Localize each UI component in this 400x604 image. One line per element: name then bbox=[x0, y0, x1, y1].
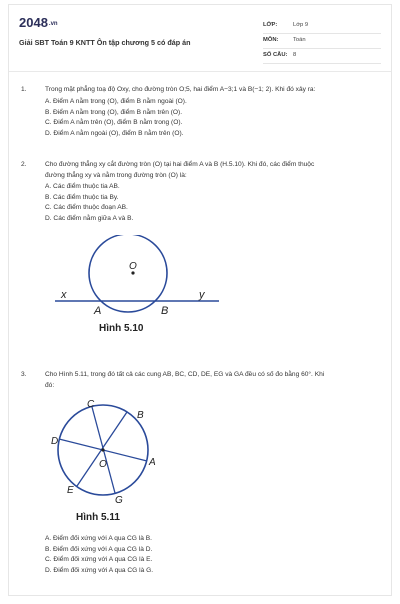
option-b[interactable]: B. Điểm A nằm trong (O), điểm B nằm trên (O). bbox=[45, 108, 183, 116]
figure-5-10 bbox=[49, 235, 229, 330]
brand-name: 2048 bbox=[19, 15, 48, 30]
figure-caption: Hình 5.10 bbox=[99, 323, 144, 334]
meta-row-subject bbox=[263, 34, 381, 49]
label-a: A bbox=[149, 457, 156, 468]
figure-5-11 bbox=[45, 395, 175, 510]
label-b: B bbox=[137, 410, 144, 421]
label-a: A bbox=[94, 305, 102, 317]
question-number: 1. bbox=[21, 86, 27, 93]
option-c[interactable]: C. Các điểm thuộc đoạn AB. bbox=[45, 204, 128, 211]
header-divider bbox=[9, 71, 391, 72]
question-stem-line-1: Cho đường thẳng xy cắt đường tròn (O) tại hai điểm A và B (H.5.10). Khi đó, các điểm thuộc bbox=[45, 161, 315, 168]
label-d: D bbox=[51, 436, 59, 447]
meta-label: LỚP: bbox=[263, 22, 278, 28]
question-3-options bbox=[21, 534, 371, 580]
brand-logo[interactable] bbox=[19, 15, 58, 30]
meta-label: SỐ CÂU: bbox=[263, 52, 288, 58]
label-y: y bbox=[199, 289, 205, 301]
option-c[interactable]: C. Điểm A nằm trên (O), điểm B nằm trong (O). bbox=[45, 119, 183, 126]
question-stem-line-2: đường thẳng xy và nằm trong đường tròn (O) là: bbox=[45, 171, 187, 179]
meta-value: Lớp 9 bbox=[293, 22, 309, 28]
meta-value: Toán bbox=[293, 37, 306, 43]
option-d[interactable]: D. Điểm A nằm ngoài (O), điểm B nằm trên (O). bbox=[45, 129, 184, 137]
figure-caption: Hình 5.11 bbox=[76, 512, 120, 523]
option-b[interactable]: B. Điểm đối xứng với A qua CG là D. bbox=[45, 545, 153, 553]
brand-suffix: .vn bbox=[48, 20, 58, 27]
question-1 bbox=[21, 85, 371, 145]
question-stem: Trong mặt phẳng toạ độ Oxy, cho đường tròn O;5, hai điểm A−3;1 và B(−1; 2). Khi đó xảy ra: bbox=[45, 86, 316, 93]
label-b: B bbox=[161, 305, 169, 317]
center-point bbox=[101, 448, 104, 451]
option-a[interactable]: A. Điểm đối xứng với A qua CG là B. bbox=[45, 535, 152, 542]
label-c: C bbox=[87, 399, 95, 410]
question-2 bbox=[21, 160, 371, 232]
question-number: 3. bbox=[21, 371, 27, 378]
option-b[interactable]: B. Các điểm thuộc tia By. bbox=[45, 193, 119, 201]
label-g: G bbox=[115, 495, 123, 506]
meta-table bbox=[263, 19, 381, 64]
question-3 bbox=[21, 370, 371, 396]
option-d[interactable]: D. Các điểm nằm giữa A và B. bbox=[45, 214, 134, 222]
label-o: O bbox=[99, 459, 107, 470]
label-e: E bbox=[67, 485, 74, 496]
meta-row-count bbox=[263, 49, 381, 64]
question-stem-line-1: Cho Hình 5.11, trong đó tất cả các cung AB, BC, CD, DE, EG và GA đều có số đo bằng 60°. Khi bbox=[45, 371, 325, 378]
page-title: Giải SBT Toán 9 KNTT Ôn tập chương 5 có đáp án bbox=[19, 38, 191, 47]
option-a[interactable]: A. Các điểm thuộc tia AB. bbox=[45, 183, 120, 190]
option-d[interactable]: D. Điểm đối xứng với A qua CG là G. bbox=[45, 566, 154, 574]
meta-row-class bbox=[263, 19, 381, 34]
label-o: O bbox=[129, 261, 137, 272]
meta-value: 8 bbox=[293, 52, 297, 58]
label-x: x bbox=[61, 289, 67, 301]
question-number: 2. bbox=[21, 161, 27, 168]
option-a[interactable]: A. Điểm A nằm trong (O), điểm B nằm ngoài (O). bbox=[45, 98, 187, 105]
document-page bbox=[8, 4, 392, 596]
question-stem-line-2: đó: bbox=[45, 381, 55, 389]
option-c[interactable]: C. Điểm đối xứng với A qua CG là E. bbox=[45, 556, 153, 563]
meta-label: MÔN: bbox=[263, 37, 279, 43]
page-header bbox=[9, 5, 391, 75]
